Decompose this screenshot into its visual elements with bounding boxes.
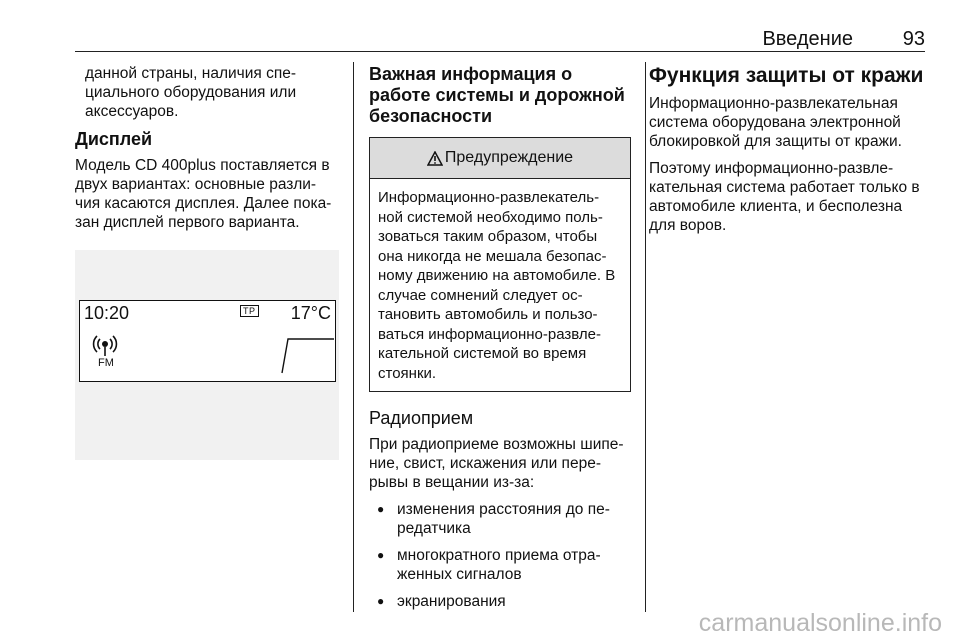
radio-text: При радиоприеме возможны шипе-ние, свист, искажения или пере-рывы в вещании из-за: — [369, 436, 624, 491]
signal-curve — [280, 335, 334, 375]
safety-heading: Важная информация о работе системы и дорожной безопасности — [369, 64, 625, 126]
intro-text: данной страны, наличия спе- циального оборудования или аксессуаров. — [85, 65, 297, 120]
warning-text: Информационно-развлекатель-ной системой необходимо поль-зоваться таким образом, чтобы она никогда не мешала безопас-ному движению на автомобиле. В случае сомнений следует ос-тановить автомобиль и пользо-ваться информационно-развле-кательной системой во время стоянки. — [378, 189, 616, 382]
column-divider-1 — [353, 62, 354, 612]
column-divider-2 — [645, 62, 646, 612]
page-number: 93 — [902, 28, 925, 50]
watermark: carmanualsonline.info — [698, 609, 942, 637]
page-header — [75, 22, 925, 52]
radio-heading: Радиоприем — [369, 408, 474, 428]
list-item: ● изменения расстояния до пе-редатчика — [369, 500, 631, 538]
antitheft-paragraph-2: Поэтому информационно-развле-кательная система работает только в автомобиле клиента, и бесполезна для воров. — [649, 160, 920, 234]
tp-indicator: TP — [240, 305, 259, 317]
warning-header — [370, 138, 630, 179]
radio-broadcast-icon — [92, 331, 118, 357]
list-item: ● многократного приема отра-женных сигналов — [369, 546, 631, 584]
column-2 — [369, 64, 631, 619]
display-time: 10:20 — [84, 303, 130, 323]
column-1 — [75, 64, 341, 460]
header-rule — [75, 51, 925, 52]
warning-box — [369, 137, 631, 392]
display-figure — [75, 250, 339, 460]
antitheft-paragraph-1: Информационно-развлекательная система оборудована электронной блокировкой для защиты от кражи. — [649, 95, 902, 150]
column-3 — [649, 64, 927, 243]
display-paragraph: Модель CD 400plus поставляется в двух вариантах: основные разли-чия касаются дисплея. Далее пока-зан дисплей первого варианта. — [75, 157, 332, 231]
antitheft-heading: Функция защиты от кражи — [649, 64, 924, 87]
display-temperature: 17°C — [290, 303, 331, 323]
display-heading: Дисплей — [75, 129, 153, 149]
interference-list — [369, 500, 631, 611]
list-item: ● экранирования — [369, 592, 631, 611]
warning-body — [370, 179, 630, 391]
warning-title: Предупреждение — [444, 149, 574, 166]
section-title: Введение — [762, 28, 853, 50]
band-label: FM — [98, 357, 114, 369]
radio-display-screen — [79, 300, 336, 382]
warning-triangle-icon — [427, 151, 443, 166]
